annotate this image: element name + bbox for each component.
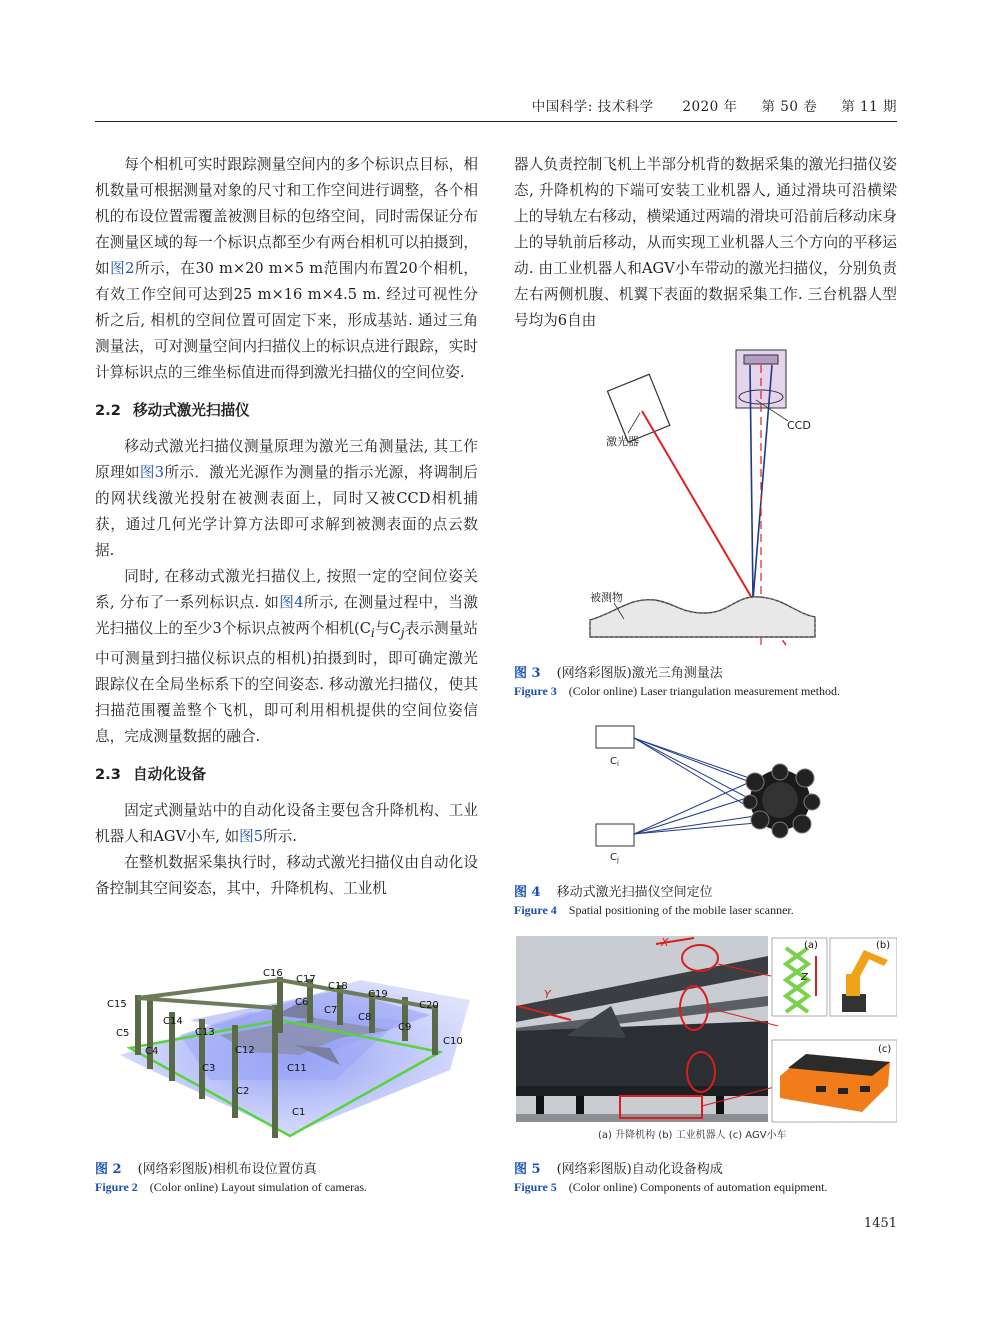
figure-3-number-cn: 图 3 (514, 666, 541, 681)
ref-figure-3[interactable]: 图3 (139, 464, 165, 481)
measured-object (590, 597, 815, 637)
label-c11: C11 (287, 1063, 307, 1074)
label-ci: $C_i$ (610, 756, 619, 768)
figure-2-number-cn: 图 2 (95, 1162, 122, 1177)
label-c9: C9 (398, 1022, 412, 1033)
header-rule (95, 121, 897, 122)
label-c3: C3 (202, 1063, 216, 1074)
figure-5-number-en: Figure 5 (514, 1180, 557, 1194)
ref-figure-4[interactable]: 图4 (279, 594, 304, 611)
figure-2-number-en: Figure 2 (95, 1180, 138, 1194)
figure-2-caption-en: (Color online) Layout simulation of cameras. (149, 1180, 368, 1194)
label-object: 被测物 (590, 591, 623, 604)
label-c10: C10 (443, 1036, 463, 1047)
paragraph-marker-points: 同时, 在移动式激光扫描仪上, 按照一定的空间位姿关系, 分布了一系列标识点. 如图4所示, 在测量过程中，当激光扫描仪上的至少3个标识点被两个相机($C_i$与$C_j$表示测量站中可测量到扫描仪标识点的相机)拍摄到时，即可确定激光跟踪仪在全局坐标系下的空间姿态. 移动激光扫描仪，使其扫描范围覆盖整个飞机，即可利用相机提供的空间位姿信息，完成测量数据的融合. (95, 568, 479, 745)
label-c19: C19 (368, 989, 388, 1000)
figure-3-laser-triangulation (570, 345, 830, 650)
label-c6: C6 (295, 997, 309, 1008)
journal-volume: 第 50 卷 (761, 99, 818, 115)
ref-figure-5[interactable]: 图5 (239, 827, 264, 845)
section-2-3-heading: 2.3 自动化设备 (95, 765, 206, 783)
ccd-sensor (744, 355, 778, 364)
label-c17: C17 (296, 974, 316, 985)
label-laser: 激光器 (606, 435, 639, 448)
paragraph-camera-tracking: 每个相机可实时跟踪测量空间内的多个标识点目标，相机数量可根据测量对象的尺寸和工作空间进行调整，各个相机的布设位置需覆盖被测目标的包络空间，同时需保证分布在测量区域的每一个标识点都至少有两台相机可以拍摄到，如图2所示，在30 m×20 m×5 m范围内布置20个相机， 有效工作空间可达到25 m×16 m×4.5 m. 经过可视性分析之后, 相机的空间位置可固定下来，形成基站. 通过三角测量法，可对测量空间内扫描仪上的标识点进行跟踪，实时计算标识点的三维坐标值进而得到激光扫描仪的空间位姿. (95, 156, 478, 381)
figure-2-camera-layout (100, 960, 480, 1145)
mobile-laser-scanner (743, 764, 820, 838)
figure-5-caption-cn: (网络彩图版)自动化设备构成 (556, 1162, 723, 1177)
tag-a: (a) (804, 940, 818, 951)
label-ccd: CCD (787, 419, 811, 432)
paragraph-automation-control: 在整机数据采集执行时，移动式激光扫描仪由自动化设备控制其空间姿态，其中，升降机构、工业机 (95, 853, 478, 897)
label-c8: C8 (358, 1012, 372, 1023)
label-c15: C15 (107, 999, 127, 1010)
label-c5: C5 (116, 1028, 130, 1039)
figure-4-number-en: Figure 4 (514, 903, 557, 917)
section-2-2-heading: 2.2 移动式激光扫描仪 (95, 402, 250, 419)
figure-4-caption-en: Spatial positioning of the mobile laser scanner. (568, 903, 794, 917)
camera-cj-box (596, 824, 634, 846)
figure-2-caption-cn: (网络彩图版)相机布设位置仿真 (137, 1162, 317, 1177)
label-c1: C1 (292, 1107, 306, 1118)
running-head (532, 95, 897, 115)
paragraph-automation-intro: 固定式测量站中的自动化设备主要包含升降机构、工业机器人和AGV小车, 如图5所示. (95, 801, 478, 845)
page-number: 1451 (863, 1216, 897, 1231)
camera-ci-box (596, 726, 634, 748)
label-c2: C2 (236, 1086, 250, 1097)
figure-5-number-cn: 图 5 (514, 1162, 541, 1177)
figure-4-caption (514, 881, 897, 918)
figure-5-caption (514, 1158, 897, 1195)
label-c18: C18 (328, 981, 348, 992)
label-axis-x: X (661, 936, 669, 949)
paragraph-robot-continuation: 器人负责控制飞机上半部分机背的数据采集的激光扫描仪姿态, 升降机构的下端可安装工业机器人, 通过滑块可沿横梁上的导轨左右移动，横梁通过两端的滑块可沿前后移动床身上的导轨前后移动，从而实现工业机器人三个方向的平移运动. 由工业机器人和AGV小车带动的激光扫描仪，分别负责左右两侧机腹、机翼下表面的数据采集工作. 三台机器人型号均为6自由 (514, 156, 897, 329)
label-c7: C7 (324, 1005, 338, 1016)
figure-5-subcaption: (a) 升降机构 (b) 工业机器人 (c) AGV小车 (598, 1130, 787, 1141)
ref-figure-2[interactable]: 图2 (110, 260, 135, 277)
figure-5-caption-en: (Color online) Components of automation equipment. (568, 1180, 828, 1194)
label-c13: C13 (195, 1027, 215, 1038)
figure-3-number-en: Figure 3 (514, 684, 557, 698)
laser-emitter (607, 374, 669, 442)
label-c20: C20 (419, 1000, 439, 1011)
paragraph-laser-principle: 移动式激光扫描仪测量原理为激光三角测量法, 其工作原理如图3所示．激光光源作为测量的指示光源，将调制后的网状线激光投射在被测表面上，同时又被CCD相机捕获，通过几何光学计算方法即可求解到被测表面的点云数据. (95, 438, 478, 559)
figure-2-caption (95, 1158, 485, 1195)
label-c14: C14 (163, 1016, 183, 1027)
journal-issue: 第 11 期 (841, 99, 897, 115)
label-c16: C16 (263, 968, 283, 979)
figure-4-spatial-positioning (590, 720, 840, 868)
left-column (95, 152, 478, 902)
figure-4-number-cn: 图 4 (514, 885, 541, 900)
right-column (514, 152, 897, 334)
journal-year: 2020 年 (682, 99, 738, 115)
label-axis-y: Y (544, 988, 551, 1001)
figure-3-caption-cn: (网络彩图版)激光三角测量法 (556, 666, 723, 681)
figure-3-caption (514, 662, 897, 699)
figure-4-caption-cn: 移动式激光扫描仪空间定位 (556, 885, 713, 900)
journal-name: 中国科学: 技术科学 (531, 99, 654, 115)
label-axis-z: Z (801, 972, 808, 983)
tag-b: (b) (876, 940, 891, 951)
label-c4: C4 (145, 1046, 159, 1057)
label-c12: C12 (235, 1045, 255, 1056)
figure-5-automation-equipment (516, 936, 897, 1148)
label-cj: $C_j$ (610, 852, 619, 864)
figure-3-caption-en: (Color online) Laser triangulation measurement method. (568, 684, 841, 698)
laser-beam (642, 411, 753, 600)
tag-c: (c) (878, 1044, 892, 1055)
